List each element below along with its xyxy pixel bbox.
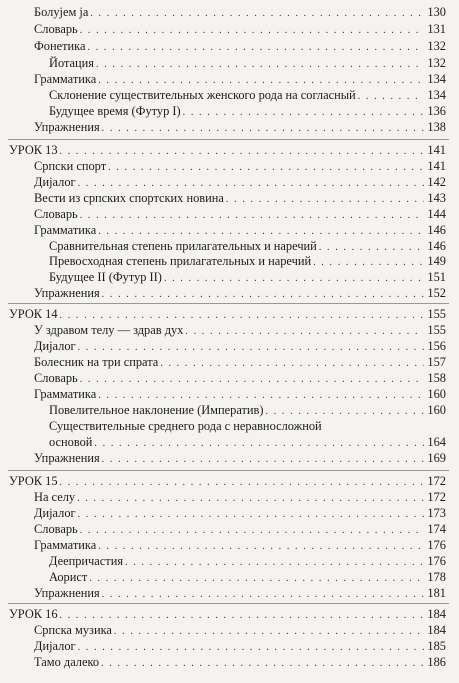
toc-page-number: 185 — [427, 639, 446, 653]
toc-entry-title: Српски спорт — [34, 159, 107, 173]
dot-leader — [88, 40, 425, 56]
toc-page-number: 141 — [427, 143, 446, 157]
toc-entry-title: Дијалог — [34, 639, 76, 653]
toc-page-number: 176 — [427, 554, 446, 568]
toc-page-number: 142 — [427, 175, 446, 189]
toc-page-number: 173 — [427, 506, 446, 520]
toc-page-number: 155 — [427, 307, 446, 321]
toc-page-number: 186 — [427, 655, 446, 669]
section-divider — [8, 603, 449, 604]
toc-page-number: 151 — [427, 270, 446, 284]
toc-page-number: 178 — [427, 570, 446, 584]
toc-page-number: 181 — [427, 586, 446, 600]
dot-leader — [101, 656, 424, 672]
toc-entry-title: Словарь — [34, 522, 78, 536]
toc-entry — [0, 38, 459, 56]
toc-page-number: 176 — [427, 538, 446, 552]
dot-leader — [102, 121, 424, 137]
toc-entry-title: Грамматика — [34, 72, 97, 86]
toc-entry-title: Превосходная степень прилагательных и наречий — [49, 254, 312, 268]
toc-page-number: 134 — [427, 72, 446, 86]
toc-page-number: 184 — [427, 607, 446, 621]
toc-entry-title: Грамматика — [34, 223, 97, 237]
toc-page-number: 132 — [427, 56, 446, 70]
toc-entry-title-line: Существительные среднего рода с неравносложной — [49, 419, 322, 433]
toc-page-number: 158 — [427, 371, 446, 385]
toc-page-number: 143 — [427, 191, 446, 205]
toc-entry-title: Грамматика — [34, 538, 97, 552]
toc-entry-title: Аорист — [49, 570, 88, 584]
dot-leader — [80, 23, 424, 39]
dot-leader — [102, 587, 424, 603]
toc-entry-title: Склонение существительных женского рода на согласный — [49, 88, 356, 102]
toc-entry-title: Дијалог — [34, 175, 76, 189]
toc-page-number: 160 — [427, 387, 446, 401]
toc-entry — [0, 119, 459, 137]
toc-page-number: 152 — [427, 286, 446, 300]
toc-page-number: 157 — [427, 355, 446, 369]
toc-entry-title: Йотация — [49, 56, 95, 70]
toc-entry-title: На селу — [34, 490, 76, 504]
toc-page-number: 184 — [427, 623, 446, 637]
toc-page-number: 156 — [427, 339, 446, 353]
toc-page-number: 132 — [427, 39, 446, 53]
toc-entry — [0, 450, 459, 468]
toc-page-number: 146 — [427, 223, 446, 237]
dot-leader — [90, 6, 424, 22]
toc-entry-title: Дијалог — [34, 339, 76, 353]
toc-entry-title: Дијалог — [34, 506, 76, 520]
toc-entry-title: Будущее время (Футур I) — [49, 104, 181, 118]
toc-page-number: 169 — [427, 451, 446, 465]
section-divider — [8, 303, 449, 304]
toc-entry-title: Упражнения — [34, 120, 100, 134]
toc-page-number: 174 — [427, 522, 446, 536]
toc-entry-title: Грамматика — [34, 387, 97, 401]
toc-entry — [0, 285, 459, 303]
toc-entry — [0, 21, 459, 39]
toc-entry-title: Сравнительная степень прилагательных и наречий — [49, 239, 317, 253]
toc-page-number: 172 — [427, 490, 446, 504]
toc-page-number: 146 — [427, 239, 446, 253]
toc-page-number: 138 — [427, 120, 446, 134]
toc-entry-title: Српска музика — [34, 623, 112, 637]
toc-page-number: 131 — [427, 22, 446, 36]
toc-entry-title: Упражнения — [34, 286, 100, 300]
toc-entry-title: УРОК 14 — [9, 307, 58, 321]
toc-page-number: 149 — [427, 254, 446, 268]
section-divider — [8, 139, 449, 140]
toc-entry-title: Словарь — [34, 22, 78, 36]
toc-page-number: 130 — [427, 5, 446, 19]
toc-entry-title: УРОК 15 — [9, 474, 58, 488]
toc-page-number: 136 — [427, 104, 446, 118]
toc-page-number: 155 — [427, 323, 446, 337]
toc-entry — [0, 4, 459, 22]
toc-entry-title: основой — [49, 435, 93, 449]
toc-entry-title: Словарь — [34, 207, 78, 221]
toc-entry-title: Тамо далеко — [34, 655, 100, 669]
toc-entry-title: У здравом телу — здрав дух — [34, 323, 184, 337]
toc-entry-title: УРОК 16 — [9, 607, 58, 621]
toc-entry-title: Фонетика — [34, 39, 86, 53]
toc-entry-title: Упражнения — [34, 586, 100, 600]
toc-page-number: 144 — [427, 207, 446, 221]
toc-entry-title: Болесник на три спрата — [34, 355, 159, 369]
toc-entry-title: Болујем ја — [34, 5, 89, 19]
toc-page-number: 172 — [427, 474, 446, 488]
toc-page-number: 141 — [427, 159, 446, 173]
toc-entry — [0, 585, 459, 603]
section-divider — [8, 470, 449, 471]
toc-entry-title: УРОК 13 — [9, 143, 58, 157]
toc-page-number: 134 — [427, 88, 446, 102]
dot-leader — [102, 287, 424, 303]
toc-entry-title: Упражнения — [34, 451, 100, 465]
toc-entry-title: Деепричастия — [49, 554, 124, 568]
toc-page-number: 164 — [427, 435, 446, 449]
toc-entry-title: Словарь — [34, 371, 78, 385]
toc-entry-title: Будущее II (Футур II) — [49, 270, 162, 284]
toc-page-number: 160 — [427, 403, 446, 417]
toc-entry — [0, 654, 459, 672]
toc-entry-title: Вести из српских спортских новина — [34, 191, 224, 205]
toc-entry-title: Повелительное наклонение (Императив) — [49, 403, 264, 417]
dot-leader — [102, 452, 424, 468]
